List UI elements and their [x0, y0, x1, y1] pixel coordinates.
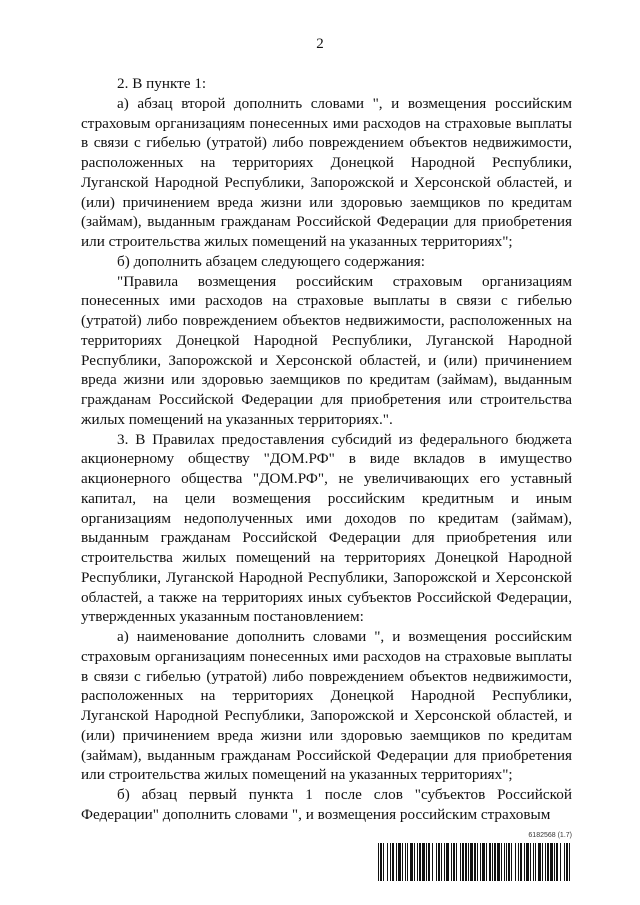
paragraph-item-3: 3. В Правилах предоставления субсидий из федерального бюджета акционерному обществу "ДОМ.РФ" в виде вкладов в имущество акционерного общества "ДОМ.РФ", не увеличивающих его уставный капитал, на цели возмещения российским кредитным и иным организациям недополученных ими доходов по кредитам (займам), выданным гражданам Российской Федерации для приобретения или строительства жилых помещений на территориях Донецкой Народной Республики, Луганской Народной Республики, Запорожской и Херсонской областей, а также на территориях иных субъектов Российской Федерации, утвержденных указанным постановлением: — [81, 430, 572, 626]
barcode-block — [378, 832, 572, 884]
page-number: 2 — [316, 36, 324, 52]
paragraph-subitem-a-abzac-vtoroy: а) абзац второй дополнить словами ", и возмещения российским страховым организациям понесенных ими расходов на страховые выплаты в связи с гибелью (утратой) либо повреждением объектов недвижимости, расположенных на территориях Донецкой Народной Республики, Луганской Народной Республики, Запорожской и Херсонской областей, и (или) причинением вреда жизни или здоровью заемщиков по кредитам (займам), выданным гражданам Российской Федерации для приобретения или строительства жилых помещений на указанных территориях"; — [81, 94, 572, 250]
paragraph-subitem-b-dopolnit: б) дополнить абзацем следующего содержания: — [117, 252, 425, 270]
paragraph-item-2: 2. В пункте 1: — [117, 75, 207, 92]
document-body — [81, 74, 572, 825]
paragraph-subitem-a-naimenovanie: а) наименование дополнить словами ", и возмещения российским страховым организациям понесенных ими расходов на страховые выплаты в связи с гибелью (утратой) либо повреждением объектов недвижимости, расположенных на территориях Донецкой Народной Республики, Луганской Народной Республики, Запорожской и Херсонской областей, и (или) причинением вреда жизни или здоровью заемщиков по кредитам (займам), выданным гражданам Российской Федерации для приобретения или строительства жилых помещений на указанных территориях"; — [81, 628, 572, 784]
barcode-code: 6182568 (1.7) — [528, 832, 572, 839]
barcode-image — [378, 843, 572, 881]
paragraph-quoted-rules-title: "Правила возмещения российским страховым организациям понесенных ими расходов на страховые выплаты в связи с гибелью (утратой) либо повреждением объектов недвижимости, расположенных на территориях Донецкой Народной Республики, Луганской Народной Республики, Запорожской и Херсонской областей, и (или) причинением вреда жизни или здоровью заемщиков по кредитам (займам), выданным гражданам Российской Федерации для приобретения или строительства жилых помещений на указанных территориях.". — [81, 272, 572, 428]
paragraph-subitem-b-abzac-perviy: б) абзац первый пункта 1 после слов "субъектов Российской Федерации" дополнить словами ", и возмещения российским страховым — [81, 786, 572, 823]
